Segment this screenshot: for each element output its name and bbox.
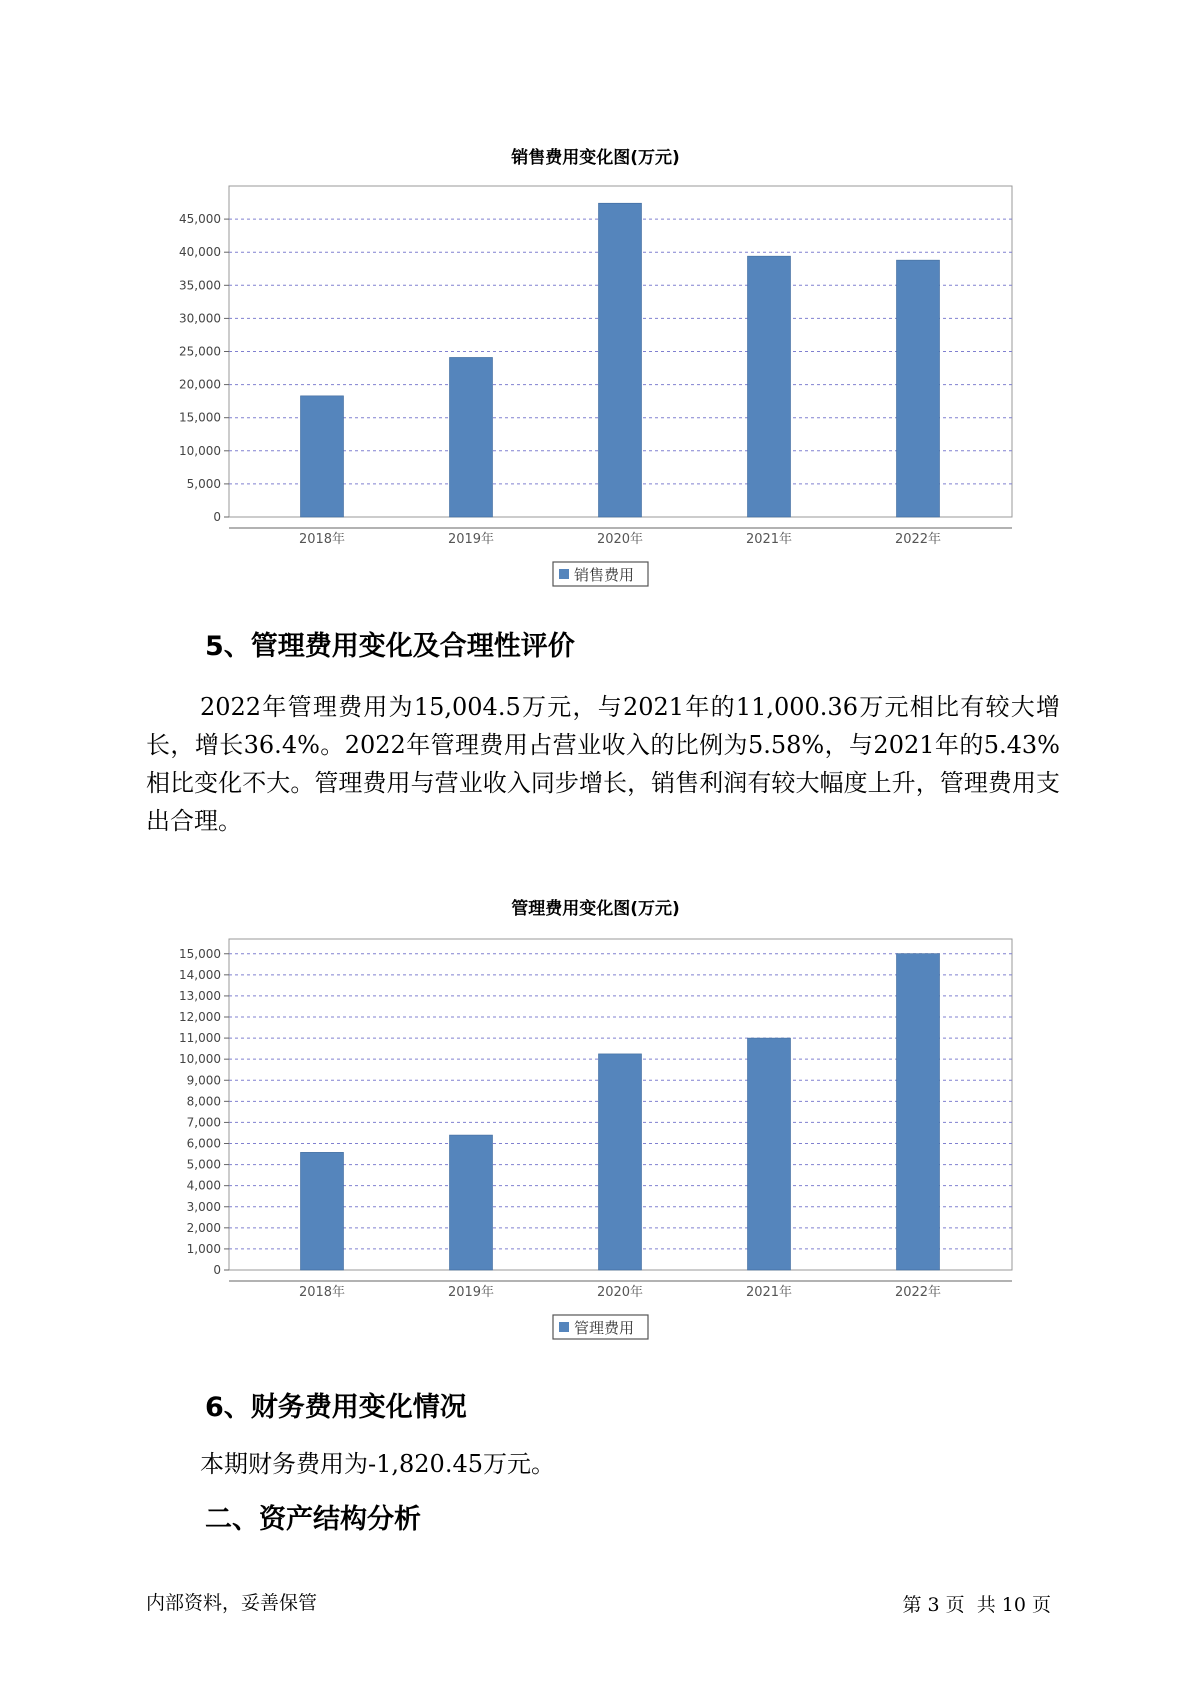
x-tick-label: 2019年 [447,532,495,547]
y-tick-label: 12,000 [179,1010,221,1025]
y-tick-label: 30,000 [179,311,221,326]
sales-expense-chart [0,150,1191,590]
y-tick-label: 10,000 [179,1052,221,1067]
x-tick-label: 2018年 [298,532,346,547]
x-tick-label: 2019年 [447,1285,495,1300]
section-6-paragraph: 本期财务费用为-1,820.45万元。 [200,1450,555,1478]
y-tick-label: 14,000 [179,967,221,982]
y-tick-label: 45,000 [179,212,221,227]
chart-title-sales: 销售费用变化图(万元) [511,148,680,168]
y-tick-label: 15,000 [179,946,221,961]
y-tick-label: 7,000 [186,1115,221,1130]
y-tick-label: 5,000 [186,1157,221,1172]
y-tick-label: 4,000 [186,1178,221,1193]
bar-4 [897,260,940,517]
y-tick-label: 35,000 [179,278,221,293]
x-tick-label: 2018年 [298,1285,346,1300]
x-tick-label: 2022年 [894,532,942,547]
x-tick-label: 2021年 [745,532,793,547]
bar-0 [301,396,344,517]
y-tick-label: 3,000 [186,1199,221,1214]
section-2-heading: 二、资产结构分析 [205,1504,421,1535]
footer-confidential-note: 内部资料，妥善保管 [146,1592,318,1614]
section-6-heading: 6、财务费用变化情况 [205,1392,467,1423]
bar-3 [748,1038,791,1270]
y-tick-label: 5,000 [186,476,221,491]
y-tick-label: 0 [213,510,221,524]
section-5-text: 2022年管理费用为15,004.5万元，与2021年的11,000.36万元相比有较大增长，增长36.4%。2022年管理费用占营业收入的比例为5.58%，与2021年的5.43%相比变化不大。管理费用与营业收入同步增长，销售利润有较大幅度上升，管理费用支出合理。 [146,693,1060,835]
x-tick-label: 2021年 [745,1285,793,1300]
y-tick-label: 8,000 [186,1094,221,1109]
bar-1 [450,357,493,517]
y-tick-label: 11,000 [179,1031,221,1046]
bar-2 [599,203,642,517]
bar-4 [897,954,940,1270]
y-tick-label: 9,000 [186,1073,221,1088]
y-tick-label: 13,000 [179,988,221,1003]
legend-label: 管理费用 [574,1319,635,1337]
legend-swatch [559,569,569,579]
footer-page-number: 第 3 页 共 10 页 [902,1594,1051,1616]
x-tick-label: 2022年 [894,1285,942,1300]
bar-2 [599,1054,642,1270]
y-tick-label: 10,000 [179,443,221,458]
y-tick-label: 40,000 [179,245,221,260]
legend-swatch [559,1322,569,1332]
y-tick-label: 25,000 [179,344,221,359]
x-tick-label: 2020年 [596,1285,644,1300]
section-5-heading: 5、管理费用变化及合理性评价 [205,631,575,662]
bar-0 [301,1152,344,1270]
bar-3 [748,256,791,517]
y-tick-label: 1,000 [186,1241,221,1256]
y-tick-label: 0 [213,1263,221,1277]
bar-1 [450,1135,493,1270]
x-tick-label: 2020年 [596,532,644,547]
legend-label: 销售费用 [574,566,635,584]
y-tick-label: 6,000 [186,1136,221,1151]
y-tick-label: 2,000 [186,1220,221,1235]
y-tick-label: 15,000 [179,410,221,425]
admin-expense-chart [0,900,1191,1340]
y-tick-label: 20,000 [179,377,221,392]
section-5-paragraph [146,688,1060,840]
chart-title-admin: 管理费用变化图(万元) [511,899,680,919]
